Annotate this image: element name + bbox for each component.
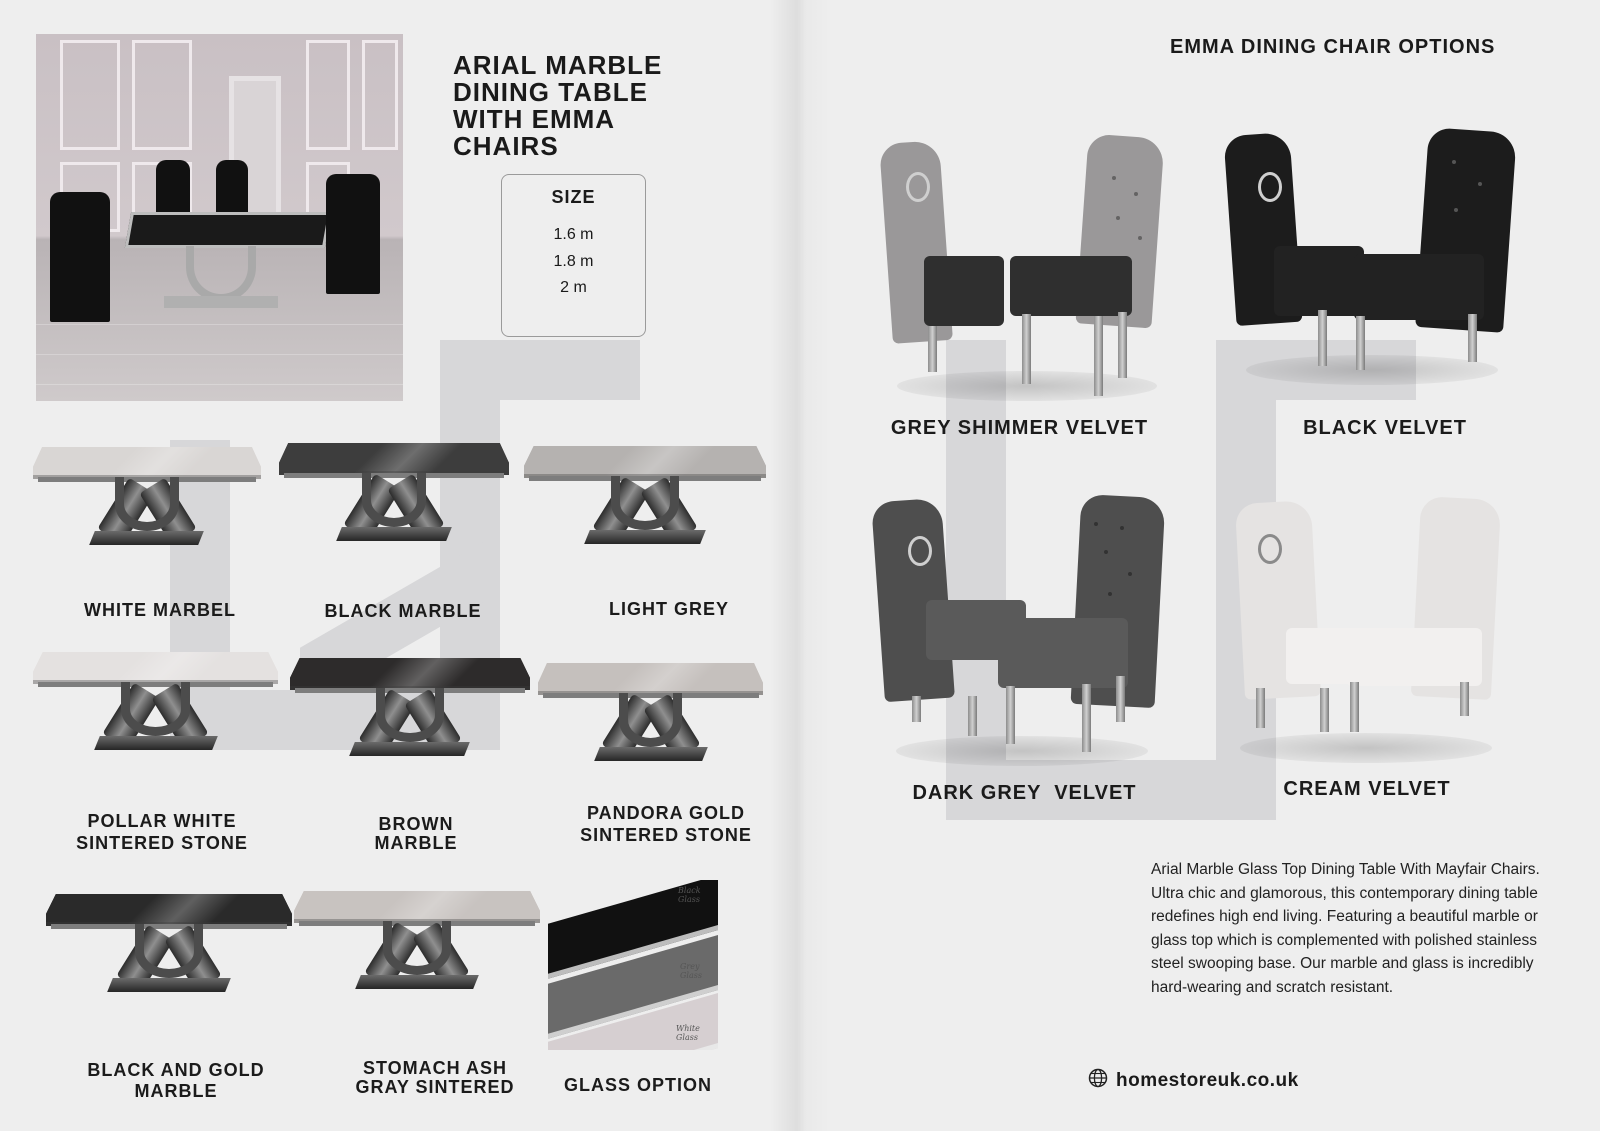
table-label-black-marble: [284, 601, 522, 621]
label-line: MARBLE: [134, 1081, 218, 1101]
label-line: STOMACH ASH: [362, 1058, 507, 1078]
label-line: BLACK AND GOLD: [87, 1060, 265, 1080]
table-label-light-grey: [550, 599, 788, 619]
table-label-brown-marble: [316, 815, 516, 853]
title-line: CHAIRS: [453, 131, 559, 161]
hero-room-photo: [36, 34, 403, 401]
chair-image-cream-velvet: [1216, 498, 1516, 763]
table-label-black-and-gold: [66, 1060, 286, 1102]
table-image-stomach-ash: [294, 891, 540, 1019]
table-label-pandora-gold: [556, 802, 776, 846]
table-image-white-marbel: [33, 447, 261, 562]
title-line: WITH EMMA: [453, 104, 616, 134]
table-image-black-and-gold: [46, 894, 292, 1024]
chair-label-grey-shimmer: GREY SHIMMER VELVET: [890, 417, 1149, 439]
table-image-black-marble: [279, 443, 509, 565]
chair-options-title: EMMA DINING CHAIR OPTIONS: [1170, 36, 1496, 58]
label-line: WHITE MARBEL: [84, 600, 236, 620]
table-image-pollar-white: [33, 652, 278, 776]
label-line: BROWN: [378, 814, 454, 834]
glass-caption: White Glass: [676, 1024, 700, 1042]
website-footer[interactable]: [1088, 1068, 1299, 1093]
label-line: POLLAR WHITE: [87, 811, 237, 831]
table-label-stomach-ash: [326, 1059, 544, 1097]
size-box: [501, 174, 646, 337]
table-label-white-marbel: [36, 600, 284, 620]
label-line: SINTERED STONE: [580, 825, 752, 845]
size-heading: SIZE: [551, 187, 596, 207]
title-line: ARIAL MARBLE: [453, 50, 663, 80]
glass-option-image: [548, 880, 718, 1050]
chair-label-dark-grey: DARK GREY VELVET: [912, 782, 1137, 804]
size-option: 1.6 m: [553, 226, 594, 243]
glass-caption: Grey Glass: [680, 962, 702, 980]
table-image-light-grey: [524, 446, 766, 568]
glass-caption: Black Glass: [678, 886, 701, 904]
product-title: [453, 52, 753, 160]
chair-label-cream-velvet: CREAM VELVET: [1283, 778, 1451, 800]
label-line: SINTERED STONE: [76, 833, 248, 853]
left-page: [0, 0, 796, 1131]
book-spine-shadow: [770, 0, 830, 1131]
globe-icon: [1088, 1068, 1108, 1093]
size-option: 1.8 m: [553, 252, 594, 270]
label-line: GRAY SINTERED: [355, 1077, 515, 1097]
label-line: LIGHT GREY: [608, 599, 729, 619]
size-option: 2 m: [560, 279, 587, 296]
label-line: MARBLE: [374, 833, 458, 853]
table-label-pollar-white: [40, 810, 284, 854]
chair-image-black-velvet: [1222, 130, 1522, 385]
label-line: BLACK MARBLE: [324, 601, 482, 621]
table-image-pandora-gold: [538, 663, 763, 775]
label-line: PANDORA GOLD: [587, 803, 745, 823]
website-link[interactable]: homestoreuk.co.uk: [1116, 1069, 1299, 1091]
title-line: DINING TABLE: [453, 77, 648, 107]
chair-image-dark-grey: [872, 496, 1172, 766]
product-description: Arial Marble Glass Top Dining Table With Mayfair Chairs. Ultra chic and glamorous, this contemporary dining table redefines high end living. Featuring a beautiful marble or glass top which is complemented with polished stainless steel swooping base. Our marble and glass is incredibly hard-wearing and scratch resistant.: [1151, 861, 1540, 996]
table-image-brown-marble: [290, 658, 530, 780]
chair-image-grey-shimmer: [872, 136, 1182, 401]
glass-option-label: GLASS OPTION: [563, 1075, 712, 1095]
chair-label-black-velvet: BLACK VELVET: [1303, 417, 1467, 439]
